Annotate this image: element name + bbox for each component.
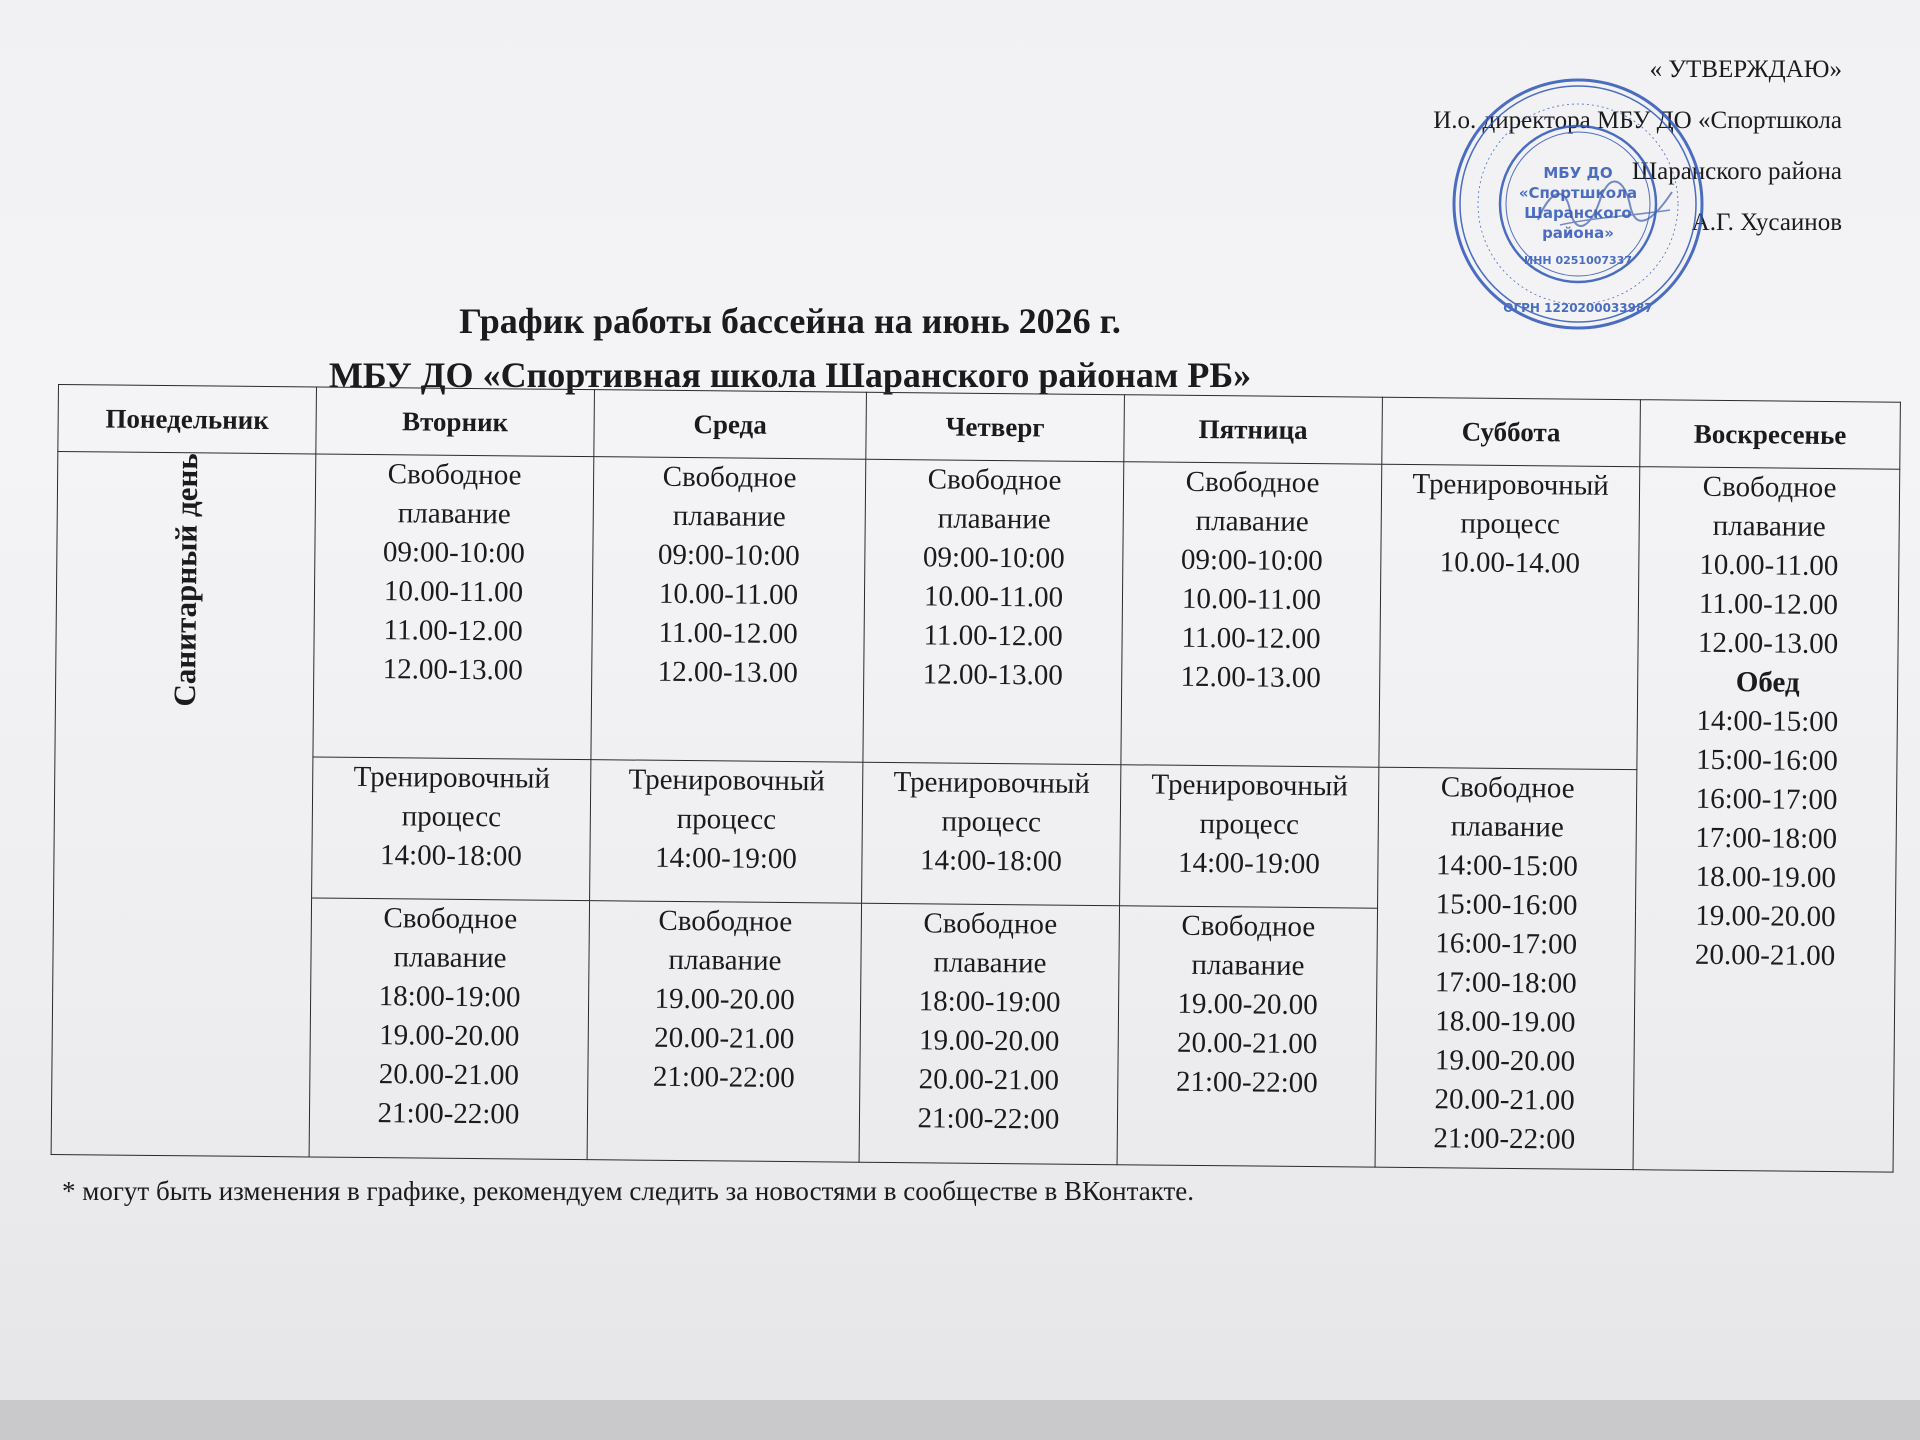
footnote: * могут быть изменения в графике, рекомендуем следить за новостями в сообществе в ВКонтакте. <box>62 1176 1195 1206</box>
schedule-line: плавание <box>1450 810 1564 844</box>
page-subtitle: МБУ ДО «Спортивная школа Шаранского районам РБ» <box>328 355 1252 395</box>
schedule-line: плавание <box>933 946 1047 980</box>
schedule-line: 14:00-19:00 <box>654 841 798 876</box>
schedule-line: 11.00-12.00 <box>1698 587 1839 622</box>
schedule-line: Свободное <box>1181 909 1316 944</box>
schedule-line: плавание <box>668 943 782 977</box>
saturday-evening-cell <box>1375 767 1637 1169</box>
schedule-line: 18:00-19:00 <box>918 985 1061 1019</box>
schedule-line: плавание <box>393 941 507 975</box>
header-sunday: Воскресенье <box>1640 400 1901 469</box>
schedule-line: 12.00-13.00 <box>922 658 1063 692</box>
schedule-line: 17:00-18:00 <box>1695 821 1838 856</box>
tuesday-evening-cell <box>309 898 589 1160</box>
schedule-line: 17:00-18:00 <box>1434 966 1577 1000</box>
schedule-line: 11.00-12.00 <box>1181 621 1321 656</box>
schedule-line: Свободное <box>1185 465 1320 500</box>
schedule-line: 20.00-21.00 <box>654 1021 795 1056</box>
schedule-line: 14:00-15:00 <box>1435 849 1578 883</box>
thursday-evening-cell <box>859 903 1119 1164</box>
schedule-line: 19.00-20.00 <box>379 1019 520 1053</box>
schedule-line: плавание <box>397 497 511 531</box>
schedule-line: 21:00-22:00 <box>652 1060 795 1095</box>
schedule-line: 18.00-19.00 <box>1435 1005 1576 1039</box>
schedule-line: Тренировочный <box>628 763 826 798</box>
schedule-line: процесс <box>941 805 1042 839</box>
schedule-line: 11.00-12.00 <box>383 614 523 648</box>
header-monday: Понедельник <box>58 385 317 454</box>
schedule-line: 20.00-21.00 <box>1176 1026 1318 1061</box>
schedule-line: 20.00-21.00 <box>1694 938 1836 973</box>
friday-training-cell <box>1120 765 1379 908</box>
schedule-line: 09:00-10:00 <box>657 538 800 573</box>
monday-sanitary-day: Санитарный день <box>166 453 205 707</box>
schedule-line: 18:00-19:00 <box>378 980 521 1014</box>
schedule-line: Свободное <box>923 907 1058 941</box>
schedule-line: 11.00-12.00 <box>658 616 798 651</box>
schedule-line: 20.00-21.00 <box>918 1063 1060 1097</box>
schedule-line: 20.00-21.00 <box>1434 1083 1575 1117</box>
schedule-line: 10.00-11.00 <box>658 577 799 612</box>
schedule-line: плавание <box>1191 948 1305 982</box>
friday-evening-cell <box>1117 906 1377 1167</box>
approval-line-1: « УТВЕРЖДАЮ» <box>1649 56 1842 83</box>
sunday-lunch: Обед <box>1735 666 1800 699</box>
schedule-line: процесс <box>676 802 777 836</box>
approval-line-3: Шаранского района <box>1631 158 1842 185</box>
header-wednesday: Среда <box>594 390 867 460</box>
schedule-line: 09:00-10:00 <box>382 536 525 570</box>
schedule-line: 12.00-13.00 <box>1697 626 1839 661</box>
thursday-morning-cell <box>863 459 1124 764</box>
schedule-line: 09:00-10:00 <box>922 541 1065 575</box>
monday-cell <box>51 452 316 1157</box>
schedule-line: Свободное <box>387 458 522 492</box>
schedule-line: процесс <box>1199 807 1300 841</box>
schedule-line: 10.00-11.00 <box>1699 548 1839 583</box>
schedule-line: процесс <box>401 800 502 834</box>
schedule-line: 20.00-21.00 <box>378 1058 520 1092</box>
schedule-line: 10.00-11.00 <box>383 575 524 609</box>
approval-line-2: И.о. директора МБУ ДО «Спортшкола <box>1433 107 1842 134</box>
schedule-line: Свободное <box>658 904 793 939</box>
schedule-line: Тренировочный <box>893 766 1091 800</box>
thursday-training-cell <box>862 762 1121 905</box>
header-tuesday: Вторник <box>316 387 595 457</box>
schedule-line: 12.00-13.00 <box>1180 660 1321 695</box>
schedule-line: плавание <box>1195 504 1309 539</box>
schedule-line: Тренировочный <box>353 760 551 795</box>
schedule-line: 19.00-20.00 <box>654 982 795 1017</box>
schedule-line: 21:00-22:00 <box>1433 1122 1576 1156</box>
wednesday-morning-cell <box>591 457 866 763</box>
schedule-line: 10.00-11.00 <box>1181 582 1322 617</box>
schedule-line: 09:00-10:00 <box>1180 543 1323 578</box>
schedule-line: Свободное <box>1440 771 1575 805</box>
stamp-line-4: района» <box>1542 224 1614 242</box>
schedule-line: 19.00-20.00 <box>1434 1044 1576 1078</box>
sunday-part-2 <box>1639 701 1893 976</box>
schedule-line: 15:00-16:00 <box>1435 888 1578 922</box>
schedule-line: 21:00-22:00 <box>1175 1065 1318 1100</box>
schedule-line: 12.00-13.00 <box>382 653 524 687</box>
schedule-line: 21:00-22:00 <box>917 1102 1060 1136</box>
wednesday-evening-cell <box>587 901 861 1163</box>
schedule-line: Свободное <box>1702 470 1837 505</box>
wednesday-training-cell <box>590 760 863 904</box>
stamp-ogrn: ОГРН 1220200033987 <box>1503 301 1653 315</box>
stamp-line-3: Шаранского <box>1524 204 1632 222</box>
schedule-row-training <box>54 754 1897 913</box>
tuesday-morning-cell <box>313 454 594 760</box>
schedule-line: плавание <box>1712 509 1826 543</box>
schedule-line: плавание <box>937 502 1051 536</box>
schedule-line: Свободное <box>662 460 797 495</box>
schedule-line: Тренировочный <box>1151 768 1349 803</box>
schedule-table <box>51 384 1901 1173</box>
schedule-row-morning <box>55 452 1900 773</box>
friday-morning-cell <box>1121 462 1382 767</box>
tuesday-training-cell <box>312 757 591 901</box>
approval-line-4: А.Г. Хусаинов <box>1691 209 1842 236</box>
signature-icon <box>1530 170 1680 240</box>
header-saturday: Суббота <box>1382 397 1641 466</box>
schedule-line: 19.00-20.00 <box>918 1024 1060 1058</box>
schedule-line: 19.00-20.00 <box>1177 987 1318 1022</box>
schedule-line: Тренировочный <box>1412 468 1609 502</box>
stamp-inn: ИНН 0251007337 <box>1524 254 1632 267</box>
schedule-line: 19.00-20.00 <box>1695 899 1836 934</box>
schedule-line: 16:00-17:00 <box>1695 782 1838 817</box>
background-surface <box>0 1400 1920 1440</box>
schedule-line: 14:00-18:00 <box>919 844 1063 878</box>
schedule-line: плавание <box>672 499 786 533</box>
schedule-line: 14:00-15:00 <box>1696 704 1839 739</box>
schedule-line: 14:00-18:00 <box>379 839 523 873</box>
sunday-cell <box>1633 467 1900 1172</box>
schedule-line: 12.00-13.00 <box>657 655 798 690</box>
sunday-part-1 <box>1642 467 1895 664</box>
header-thursday: Четверг <box>866 392 1125 461</box>
schedule-line: 18.00-19.00 <box>1695 860 1837 895</box>
page-title: График работы бассейна на июнь 2026 г. <box>459 301 1121 341</box>
saturday-morning-cell <box>1379 464 1640 769</box>
stamp-line-2: «Спортшкола <box>1518 184 1638 202</box>
schedule-line: 21:00-22:00 <box>377 1097 520 1131</box>
schedule-line: Свободное <box>383 902 518 936</box>
schedule-line: процесс <box>1460 507 1561 541</box>
header-friday: Пятница <box>1124 395 1383 464</box>
schedule-line: Свободное <box>927 463 1062 497</box>
schedule-line: 14:00-19:00 <box>1177 846 1320 881</box>
schedule-line: 11.00-12.00 <box>923 619 1063 653</box>
stamp-line-1: МБУ ДО <box>1543 164 1613 182</box>
schedule-line: 15:00-16:00 <box>1695 743 1839 778</box>
schedule-line: 10.00-14.00 <box>1439 546 1581 580</box>
schedule-line: 10.00-11.00 <box>923 580 1064 614</box>
schedule-line: 16:00-17:00 <box>1435 927 1578 961</box>
